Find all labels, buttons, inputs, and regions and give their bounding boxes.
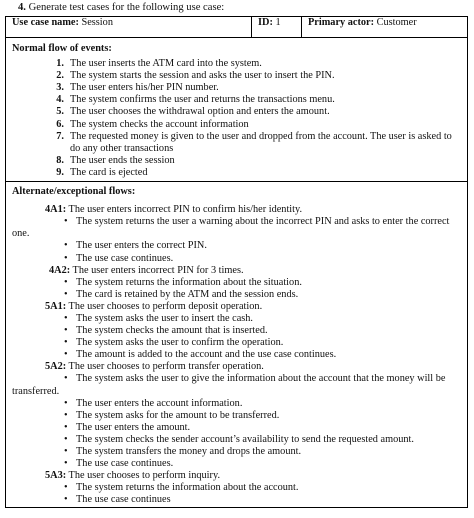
alternate-step-text: The system transfers the money and drops the amount.	[76, 446, 302, 457]
normal-flow-step	[42, 82, 461, 94]
alternate-flow-step	[12, 494, 461, 506]
normal-flow-step	[42, 106, 461, 118]
alternate-step-text: The use case continues.	[76, 458, 174, 470]
normal-flow-step	[42, 131, 461, 155]
alternate-step-text: The system asks the user to insert the cash.	[76, 312, 254, 324]
alternate-step-text: The system asks the user to confirm the operation.	[76, 337, 284, 349]
alternate-flow-title: Alternate/exceptional flows:	[12, 186, 136, 198]
question-text: Generate test cases for the following use case:	[25, 2, 225, 13]
alternate-flow-step	[12, 240, 461, 252]
step-text: The system starts the session and asks the user to insert the PIN.	[70, 70, 335, 82]
use-case-name-value: Session	[81, 17, 113, 28]
primary-actor-label: Primary actor:	[308, 17, 375, 28]
alternate-flow-header	[12, 361, 461, 373]
step-number: 3.	[56, 82, 64, 94]
alternate-flow-header	[12, 265, 461, 277]
step-text: The requested money is given to the user and dropped from the account. The user is asked to do any other transactions	[70, 130, 452, 154]
use-case-header-row	[6, 17, 468, 38]
normal-flow-cell	[6, 38, 468, 182]
step-number: 6.	[56, 118, 64, 130]
alternate-flow	[12, 301, 461, 361]
alternate-flow	[12, 265, 461, 301]
alternate-flow-steps	[12, 216, 461, 264]
alternate-step-text: The system checks the amount that is inserted.	[76, 325, 268, 337]
normal-flow-step	[42, 167, 461, 179]
use-case-table	[5, 16, 468, 508]
normal-flow-step	[42, 70, 461, 82]
question-number: 4.	[18, 2, 26, 13]
alternate-step-text: The use case continues	[76, 494, 171, 506]
alternate-step-text: The card is retained by the ATM and the session ends.	[76, 288, 299, 300]
alternate-flow-id: 4A1:	[45, 204, 67, 216]
alternate-flow-id: 5A2:	[45, 361, 67, 373]
alternate-step-text: The user enters the account information.	[76, 397, 243, 409]
alternate-flow-text: The user chooses to perform inquiry.	[66, 470, 221, 482]
alternate-flow-step	[12, 458, 461, 470]
alternate-flow-step	[12, 434, 461, 446]
alternate-step-text: The user enters the amount.	[76, 421, 191, 433]
step-number: 8.	[56, 154, 64, 166]
alternate-flow-cell	[6, 182, 468, 508]
step-number: 1.	[56, 58, 64, 70]
normal-flow-list	[12, 58, 461, 179]
alternate-step-text: The system asks the user to give the information about the account that the money will be transferred.	[12, 373, 446, 397]
question-heading	[18, 2, 224, 14]
step-text: The card is ejected	[70, 166, 148, 178]
alternate-flow-step	[12, 373, 461, 397]
alternate-flow-row	[6, 182, 468, 508]
step-number: 7.	[56, 130, 64, 142]
normal-flow-title: Normal flow of events:	[12, 43, 112, 54]
step-text: The user enters his/her PIN number.	[70, 82, 219, 94]
step-number: 5.	[56, 106, 64, 118]
step-text: The system checks the account information	[70, 118, 249, 130]
alternate-flow-list	[12, 204, 461, 506]
alternate-flow-text: The user chooses to perform transfer operation.	[66, 361, 264, 373]
alternate-step-text: The system returns the information about the account.	[76, 482, 299, 494]
alternate-flow-steps	[12, 313, 461, 361]
alternate-flow-step	[12, 422, 461, 434]
alternate-flow	[12, 470, 461, 506]
alternate-flow-step	[12, 410, 461, 422]
alternate-flow-text: The user enters incorrect PIN to confirm his/her identity.	[66, 204, 303, 216]
step-text: The user chooses the withdrawal option and enters the amount.	[70, 106, 330, 118]
step-number: 2.	[56, 70, 64, 82]
alternate-flow-step	[12, 337, 461, 349]
alternate-step-text: The amount is added to the account and the use case continues.	[76, 349, 337, 361]
alternate-step-text: The system checks the sender account’s availability to send the requested amount.	[76, 433, 414, 445]
use-case-id-value: 1	[275, 17, 281, 28]
step-text: The user ends the session	[70, 154, 175, 166]
alternate-flow-header	[12, 470, 461, 482]
alternate-flow-step	[12, 289, 461, 301]
alternate-flow-steps	[12, 482, 461, 506]
alternate-flow-step	[12, 482, 461, 494]
alternate-flow-step	[12, 216, 461, 240]
alternate-step-text: The system asks for the amount to be transferred.	[76, 409, 280, 421]
alternate-flow-id: 5A1:	[45, 300, 67, 312]
normal-flow-step	[42, 94, 461, 106]
primary-actor-value: Customer	[376, 17, 417, 28]
step-number: 4.	[56, 94, 64, 106]
alternate-flow-id: 5A3:	[45, 470, 67, 482]
use-case-id-label: ID:	[258, 17, 273, 28]
alternate-flow-step	[12, 398, 461, 410]
alternate-flow-step	[12, 325, 461, 337]
alternate-step-text: The system returns the information about the situation.	[76, 276, 302, 288]
alternate-flow-header	[12, 301, 461, 313]
step-text: The system confirms the user and returns the transactions menu.	[70, 94, 335, 106]
alternate-flow-step	[12, 277, 461, 289]
alternate-flow-steps	[12, 373, 461, 470]
alternate-flow-id: 4A2:	[49, 264, 71, 276]
alternate-flow	[12, 204, 461, 264]
alternate-flow-steps	[12, 277, 461, 301]
normal-flow-row	[6, 38, 468, 182]
alternate-flow-step	[12, 313, 461, 325]
alternate-step-text: The user enters the correct PIN.	[76, 240, 207, 252]
alternate-flow-header	[12, 204, 461, 216]
primary-actor-cell	[302, 17, 468, 38]
alternate-flow	[12, 361, 461, 470]
normal-flow-step	[42, 58, 461, 70]
normal-flow-step	[42, 155, 461, 167]
use-case-name-cell	[6, 17, 252, 38]
alternate-flow-step	[12, 253, 461, 265]
alternate-flow-text: The user enters incorrect PIN for 3 times.	[70, 264, 244, 276]
alternate-flow-step	[12, 446, 461, 458]
alternate-step-text: The system returns the user a warning about the incorrect PIN and asks to enter the correct one.	[12, 216, 450, 240]
step-text: The user inserts the ATM card into the system.	[70, 58, 262, 70]
alternate-step-text: The use case continues.	[76, 252, 174, 264]
alternate-flow-step	[12, 349, 461, 361]
alternate-flow-text: The user chooses to perform deposit operation.	[66, 300, 263, 312]
use-case-name-label: Use case name:	[12, 17, 79, 28]
normal-flow-step	[42, 119, 461, 131]
step-number: 9.	[56, 166, 64, 178]
use-case-id-cell	[252, 17, 302, 38]
